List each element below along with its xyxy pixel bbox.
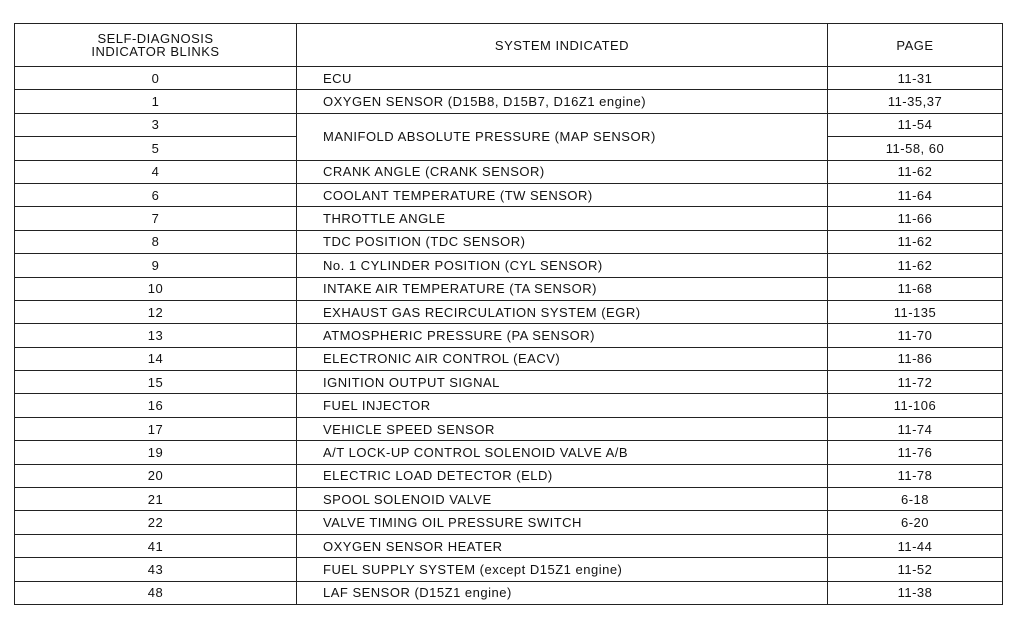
page-cell: 11-68	[828, 277, 1003, 300]
blinks-cell: 6	[15, 183, 297, 206]
blinks-cell: 13	[15, 324, 297, 347]
table-row	[15, 511, 1003, 534]
table-row	[15, 67, 1003, 90]
page-cell: 11-62	[828, 160, 1003, 183]
header-row	[15, 24, 1003, 67]
blinks-cell: 21	[15, 488, 297, 511]
table-row	[15, 558, 1003, 581]
blinks-cell: 48	[15, 581, 297, 604]
system-cell: THROTTLE ANGLE	[297, 207, 828, 230]
page-cell: 11-62	[828, 254, 1003, 277]
page-cell: 11-86	[828, 347, 1003, 370]
system-cell: ELECTRIC LOAD DETECTOR (ELD)	[297, 464, 828, 487]
page-cell: 11-66	[828, 207, 1003, 230]
table-row	[15, 324, 1003, 347]
system-cell: INTAKE AIR TEMPERATURE (TA SENSOR)	[297, 277, 828, 300]
header-blinks-line2: INDICATOR BLINKS	[91, 44, 220, 59]
table-row	[15, 113, 1003, 136]
header-blinks-line1: SELF-DIAGNOSIS	[97, 31, 214, 46]
blinks-cell: 9	[15, 254, 297, 277]
blinks-cell: 3	[15, 113, 297, 136]
page-cell: 11-70	[828, 324, 1003, 347]
blinks-cell: 10	[15, 277, 297, 300]
table-row	[15, 347, 1003, 370]
table-body	[15, 67, 1003, 605]
blinks-cell: 41	[15, 534, 297, 557]
system-cell: VEHICLE SPEED SENSOR	[297, 417, 828, 440]
page-cell: 11-44	[828, 534, 1003, 557]
table-row	[15, 254, 1003, 277]
page-cell: 6-18	[828, 488, 1003, 511]
system-cell: A/T LOCK-UP CONTROL SOLENOID VALVE A/B	[297, 441, 828, 464]
blinks-cell: 8	[15, 230, 297, 253]
table-row	[15, 90, 1003, 113]
page-cell: 11-74	[828, 417, 1003, 440]
system-cell: FUEL SUPPLY SYSTEM (except D15Z1 engine)	[297, 558, 828, 581]
system-cell: SPOOL SOLENOID VALVE	[297, 488, 828, 511]
table-row	[15, 464, 1003, 487]
page-cell: 11-62	[828, 230, 1003, 253]
page-cell: 11-52	[828, 558, 1003, 581]
system-cell: FUEL INJECTOR	[297, 394, 828, 417]
table-row	[15, 160, 1003, 183]
table-row	[15, 534, 1003, 557]
system-cell: OXYGEN SENSOR (D15B8, D15B7, D16Z1 engine)	[297, 90, 828, 113]
blinks-cell: 5	[15, 137, 297, 160]
system-cell: ECU	[297, 67, 828, 90]
blinks-cell: 19	[15, 441, 297, 464]
table-row	[15, 300, 1003, 323]
header-system: SYSTEM INDICATED	[297, 24, 828, 67]
table-row	[15, 230, 1003, 253]
header-page: PAGE	[828, 24, 1003, 67]
system-cell: LAF SENSOR (D15Z1 engine)	[297, 581, 828, 604]
blinks-cell: 43	[15, 558, 297, 581]
system-cell: ATMOSPHERIC PRESSURE (PA SENSOR)	[297, 324, 828, 347]
page-cell: 11-76	[828, 441, 1003, 464]
table-row	[15, 394, 1003, 417]
system-cell: No. 1 CYLINDER POSITION (CYL SENSOR)	[297, 254, 828, 277]
system-cell: ELECTRONIC AIR CONTROL (EACV)	[297, 347, 828, 370]
page-cell: 11-135	[828, 300, 1003, 323]
table-row	[15, 417, 1003, 440]
diagnosis-table	[14, 23, 1003, 605]
system-cell: MANIFOLD ABSOLUTE PRESSURE (MAP SENSOR)	[297, 113, 828, 160]
page-cell: 11-58, 60	[828, 137, 1003, 160]
table-row	[15, 277, 1003, 300]
blinks-cell: 17	[15, 417, 297, 440]
system-cell: TDC POSITION (TDC SENSOR)	[297, 230, 828, 253]
table-row	[15, 488, 1003, 511]
header-blinks	[15, 24, 297, 67]
system-cell: OXYGEN SENSOR HEATER	[297, 534, 828, 557]
system-cell: EXHAUST GAS RECIRCULATION SYSTEM (EGR)	[297, 300, 828, 323]
page-cell: 11-106	[828, 394, 1003, 417]
table-row	[15, 581, 1003, 604]
blinks-cell: 0	[15, 67, 297, 90]
blinks-cell: 16	[15, 394, 297, 417]
blinks-cell: 20	[15, 464, 297, 487]
system-cell: VALVE TIMING OIL PRESSURE SWITCH	[297, 511, 828, 534]
blinks-cell: 7	[15, 207, 297, 230]
page-cell: 11-54	[828, 113, 1003, 136]
blinks-cell: 14	[15, 347, 297, 370]
page-cell: 11-72	[828, 371, 1003, 394]
blinks-cell: 22	[15, 511, 297, 534]
table-row	[15, 371, 1003, 394]
system-cell: COOLANT TEMPERATURE (TW SENSOR)	[297, 183, 828, 206]
page-cell: 11-31	[828, 67, 1003, 90]
system-cell: CRANK ANGLE (CRANK SENSOR)	[297, 160, 828, 183]
page-cell: 6-20	[828, 511, 1003, 534]
table-row	[15, 183, 1003, 206]
system-cell: IGNITION OUTPUT SIGNAL	[297, 371, 828, 394]
page-cell: 11-35,37	[828, 90, 1003, 113]
blinks-cell: 12	[15, 300, 297, 323]
page-cell: 11-38	[828, 581, 1003, 604]
table-row	[15, 441, 1003, 464]
blinks-cell: 15	[15, 371, 297, 394]
blinks-cell: 4	[15, 160, 297, 183]
table-row	[15, 207, 1003, 230]
page-cell: 11-78	[828, 464, 1003, 487]
blinks-cell: 1	[15, 90, 297, 113]
page-cell: 11-64	[828, 183, 1003, 206]
